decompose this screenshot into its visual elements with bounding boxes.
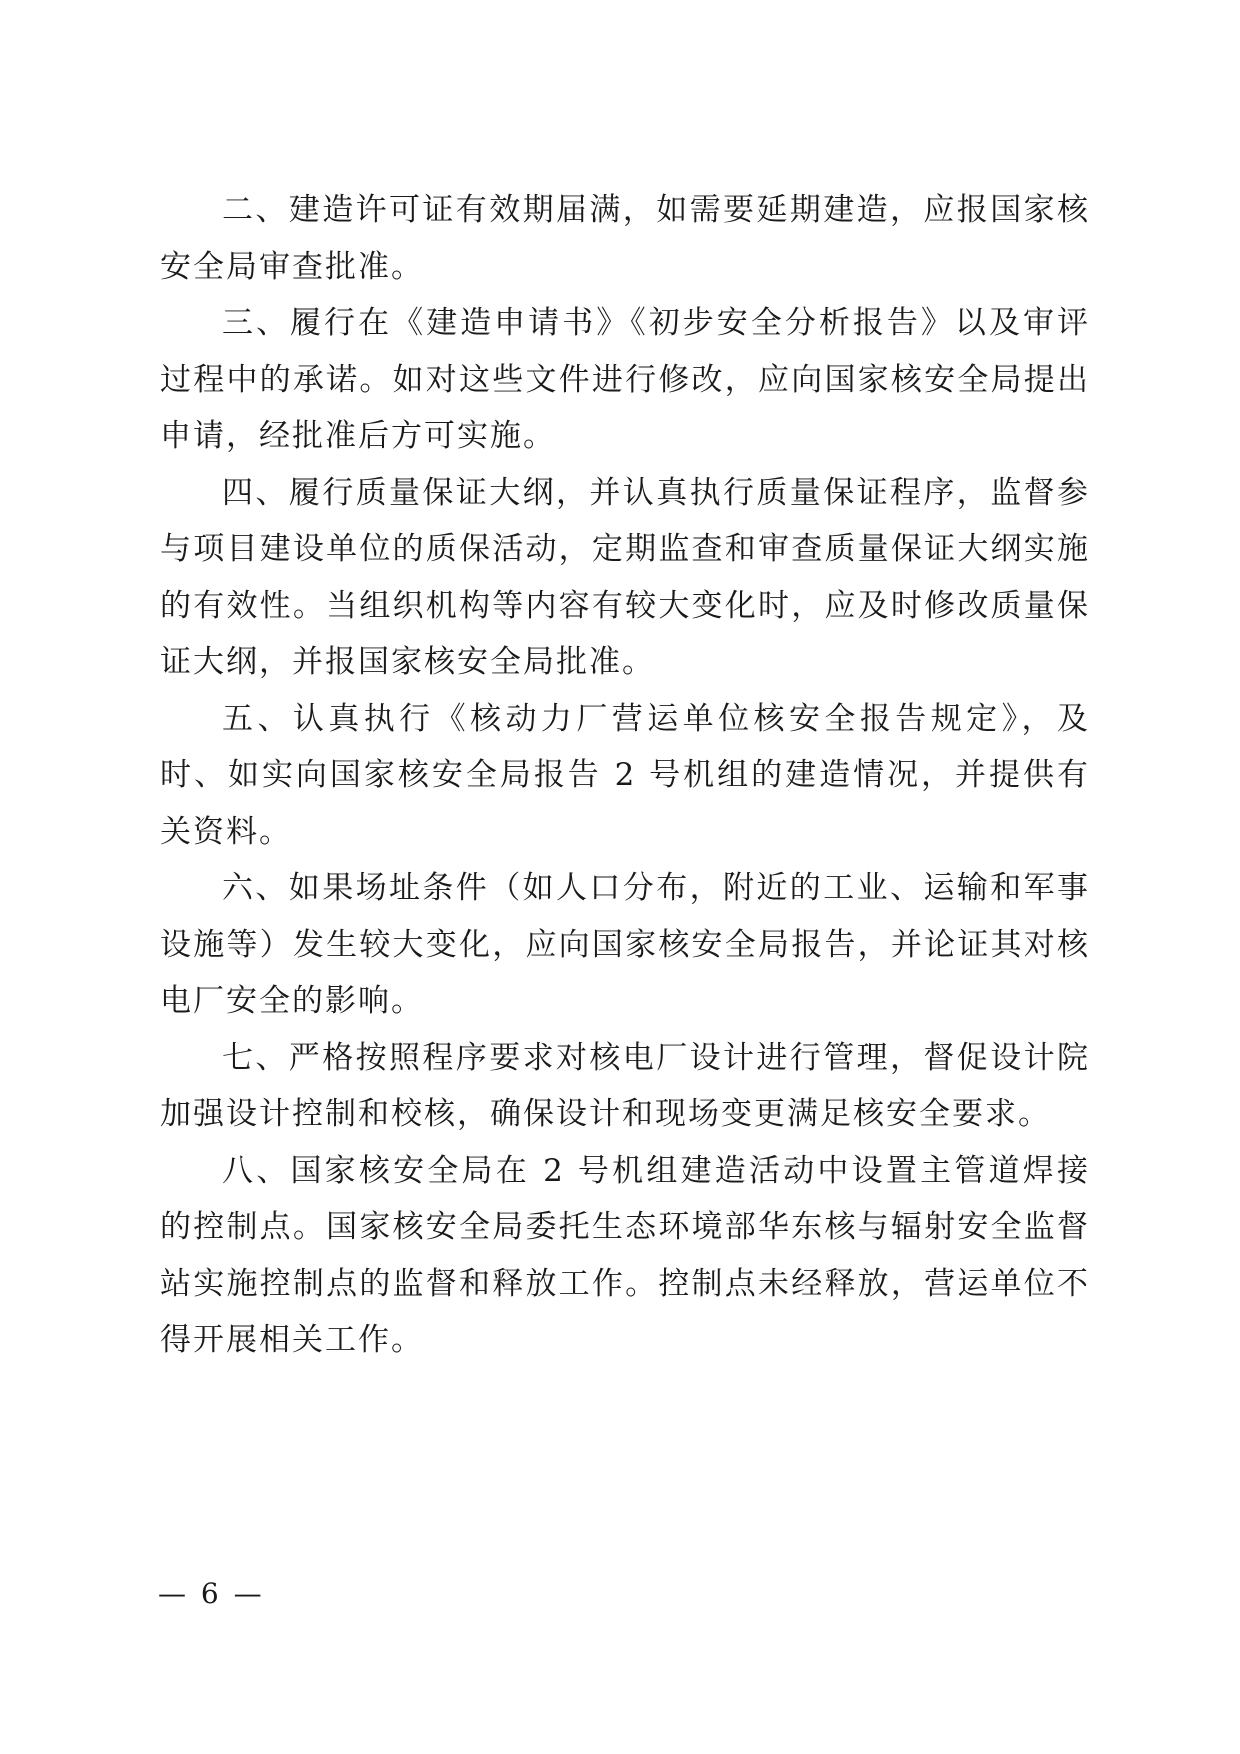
paragraph-item-5: 五、认真执行《核动力厂营运单位核安全报告规定》，及时、如实向国家核安全局报告 2 号机组的建造情况，并提供有关资料。: [160, 700, 1090, 850]
paragraph-item-7: 七、严格按照程序要求对核电厂设计进行管理，督促设计院加强设计控制和校核，确保设计和现场变更满足核安全要求。: [160, 1039, 1090, 1132]
paragraph-item-6: 六、如果场址条件（如人口分布，附近的工业、运输和军事设施等）发生较大变化，应向国家核安全局报告，并论证其对核电厂安全的影响。: [160, 870, 1090, 1019]
paragraph-item-4: 四、履行质量保证大纲，并认真执行质量保证程序，监督参与项目建设单位的质保活动，定期监查和审查质量保证大纲实施的有效性。当组织机构等内容有较大变化时，应及时修改质量保证大纲，并报国家核安全局批准。: [160, 474, 1090, 680]
paragraph-item-2: 二、建造许可证有效期届满，如需要延期建造，应报国家核安全局审查批准。: [160, 192, 1090, 285]
document-body: [160, 182, 1090, 1369]
paragraph-item-3: 三、履行在《建造申请书》《初步安全分析报告》以及审评过程中的承诺。如对这些文件进行修改，应向国家核安全局提出申请，经批准后方可实施。: [160, 305, 1090, 454]
page-number: — 6 —: [158, 1577, 265, 1610]
paragraph-item-8: 八、国家核安全局在 2 号机组建造活动中设置主管道焊接的控制点。国家核安全局委托生态环境部华东核与辐射安全监督站实施控制点的监督和释放工作。控制点未经释放，营运单位不得开展相关工作。: [160, 1152, 1090, 1358]
